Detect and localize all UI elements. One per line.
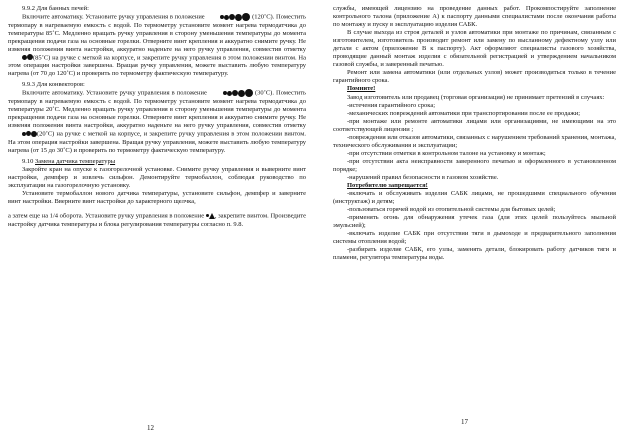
- list-item: -разбирать изделие САБК, его узлы, заменять детали, блокировать работу датчиков тяги и пламени, регулятора температуры воды.: [333, 246, 616, 262]
- section-910-paragraph-2: Установите термобаллон нового датчика температуры, установите сильфон, демпфер и заверните винт настройки. Вверните винт настройки до характерного щелчка,: [8, 189, 306, 206]
- section-993-paragraph: Включите автоматику. Установите ручку управления в положение (30˚С). Поместить термопару в нагреваемую емкость с водой. По термометру установите момент нагрева термодатчика до температуры 20˚С. Медленно вращать ручку управления в сторону уменьшения температуры до момента прекращения подачи газа на основные горелки. Отверните винт крепления и аккуратно снимите ручку. Не изменяя положения винта настройки, аккуратно наденьте на него ручку управления, совместив отметку (20˚С) на ручке с меткой на корпусе, и закрепите ручку управления в этом положении винтом. На этом операция настройки завершена. Вращая ручку управления, можете выставить любую температуру нагрева (от 15 до 30˚С) и проверить по термометру фактическую температуру.: [8, 89, 307, 154]
- page-number-right: 17: [461, 418, 468, 426]
- paragraph: службы, имеющей лицензию на проведение данных работ. Прокомпостируйте заполнение контрольного талона (приложение А) к паспорту данными специалистами после окончания работы по монтажу и пуску в эксплуатацию изделия САБК.: [333, 5, 616, 29]
- page-number-left: 12: [147, 424, 154, 432]
- list-item: -нарушений правил безопасности в газовом хозяйстве.: [347, 173, 499, 181]
- section-910-title: 9.10 Замена датчика температуры: [22, 157, 116, 165]
- knob-position-icon: [209, 89, 253, 97]
- paragraph: В случае выхода из строя деталей и узлов автоматики при монтаже по причинам, связанным с изготовителем, изготовитель производит ремонт или замену по высланному дефектному узлу или детали с актом (приложение В к паспорту). Акт оформляют специалисты газового хозяйства, проводящие данный монтаж изделия с обязательной регистрацией и утверждением начальником газовой службы, и заверенный печатью.: [333, 29, 616, 69]
- paragraph: Завод изготовитель или продавец (торговая организация) не принимает претензий в случаях:: [347, 93, 605, 101]
- list-item: -при отсутствии акта неисправности заверенного печатью и оформленного в установленном порядке;: [333, 157, 616, 173]
- knob-mark-icon: [8, 130, 37, 138]
- section-992-title: 9.9.2 Для банных печей:: [22, 5, 89, 12]
- section-993-title: 9.9.3 Для конвекторов:: [22, 81, 85, 89]
- list-item: -включать и обслуживать изделия САБК лицами, не прошедшими специального обучения (инструктаж) и детям;: [333, 190, 616, 206]
- section-992-paragraph: Включите автоматику. Установите ручку управления в положение (120˚С). Поместить термопару в нагреваемую емкость с водой. По термометру установите момент нагрева термодатчика до температуры 85˚С. Медленно вращать ручку управления в сторону уменьшения температуры до момента прекращения подачи газа на основные горелки. Отверните винт крепления и аккуратно снимите ручку. Не изменяя положения винта настройки, аккуратно наденьте на него ручку управления, совместив отметку (85˚С) на ручке с меткой на корпусе, и закрепите ручку управления в этом положении винтом. На этом операция настройки завершена. Вращая ручку управления, можете выставить любую температуру нагрева (от 70 до 120˚С) и проверить по термометру фактическую температуру.: [8, 13, 307, 78]
- right-page: [315, 0, 630, 446]
- list-item: -при монтаже или ремонте автоматики лицами или организациями, не имеющими на это соответствующей лицензии ;: [333, 117, 616, 133]
- remember-heading: Помните!: [347, 85, 376, 93]
- section-910-paragraph-3: а затем еще на 1/4 оборота. Установите ручку управления в положение , закрепите винтом. Произведите настройку датчика температуры и блока регулирования температуры согласно п. 9.8.: [8, 212, 307, 228]
- right-column: [333, 5, 616, 263]
- list-item: -механических повреждений автоматики при транспортировании после ее продажи;: [347, 109, 581, 117]
- list-item: -включать изделие САБК при отсутствии тяги в дымоходе и предварительного заполнения системы отопления водой;: [333, 230, 616, 246]
- list-item: -повреждения или отказов автоматики, связанных с нарушением требований хранения, монтажа, технического обслуживания и эксплуатации;: [333, 133, 616, 149]
- prohibited-heading: Потребителю запрещается!: [347, 182, 428, 190]
- section-910-paragraph-1: Закройте кран на опуске к газогорелочной установке. Снимите ручку управления и выверните винт настройки, демпфер и извлечь сильфон. Демонтируйте термобаллон, соблюдая руководство по эксплуатации на газогорелочную установку.: [8, 165, 306, 189]
- knob-position-icon: [206, 13, 250, 21]
- left-column: [8, 5, 306, 229]
- knob-min-icon: [206, 212, 215, 220]
- list-item: -при отсутствии отметки в контрольном талоне на установку и монтаж;: [347, 149, 546, 157]
- list-item: -пользоваться горячей водой из отопительной системы для бытовых целей;: [347, 206, 556, 214]
- paragraph: Ремонт или замена автоматики (или отдельных узлов) может производиться только в течение гарантийного срока.: [333, 69, 616, 85]
- list-item: -применять огонь для обнаружения утечек газа (для этих целей пользуйтесь мыльной эмульсией);: [333, 214, 616, 230]
- list-item: -истечения гарантийного срока;: [347, 101, 436, 109]
- knob-mark-icon: [8, 54, 33, 62]
